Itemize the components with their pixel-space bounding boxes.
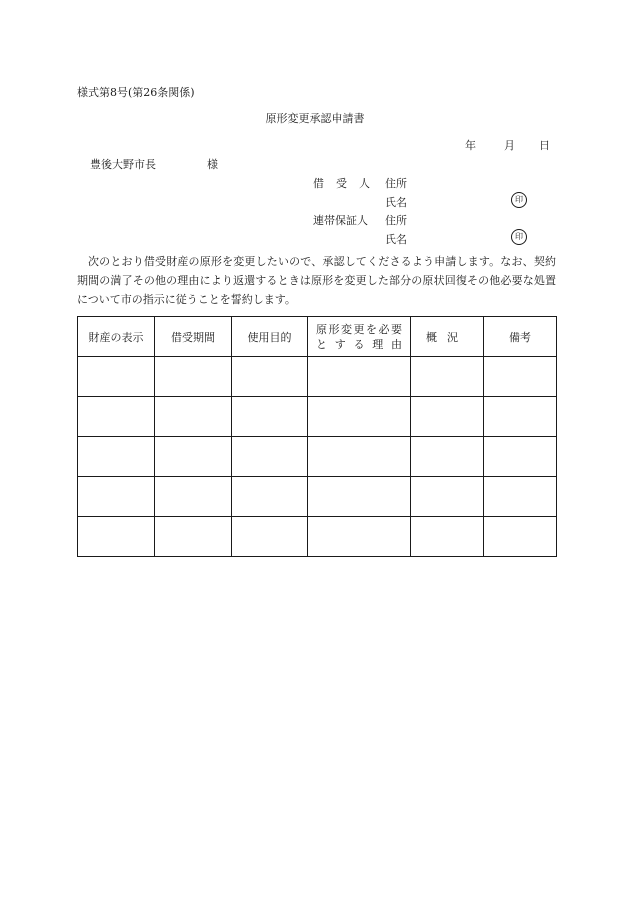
borrower-label-char: 人 [359,177,370,190]
header-reason-text [316,322,402,352]
borrower-name-label: 氏名 [385,196,407,209]
header-purpose: 使用目的 [232,317,308,357]
table-body [78,357,557,557]
date-day-label: 日 [539,139,550,152]
guarantor-address-label: 住所 [385,214,407,227]
header-property: 財産の表示 [78,317,155,357]
cell-reason[interactable] [308,517,411,557]
cell-property[interactable] [78,517,155,557]
cell-purpose[interactable] [232,357,308,397]
cell-status[interactable] [411,357,484,397]
cell-remarks[interactable] [484,477,557,517]
cell-period[interactable] [155,477,232,517]
borrower-address-label: 住所 [385,177,407,190]
addressee-name: 豊後大野市長 [90,158,156,171]
cell-purpose[interactable] [232,437,308,477]
cell-remarks[interactable] [484,517,557,557]
cell-property[interactable] [78,357,155,397]
cell-remarks[interactable] [484,397,557,437]
borrower-label-char: 受 [336,177,347,190]
guarantor-label: 連帯保証人 [313,214,368,227]
cell-period[interactable] [155,517,232,557]
guarantor-name-label: 氏名 [385,233,407,246]
cell-reason[interactable] [308,357,411,397]
cell-property[interactable] [78,477,155,517]
guarantor-seal-icon: 印 [511,229,527,245]
table-row [78,357,557,397]
cell-period[interactable] [155,357,232,397]
header-remarks: 備考 [484,317,557,357]
table-header-row [78,317,557,357]
cell-status[interactable] [411,437,484,477]
header-status [411,317,484,357]
borrower-label-char: 借 [313,177,324,190]
header-reason-line2: とする理由 [316,337,402,351]
cell-purpose[interactable] [232,517,308,557]
cell-reason[interactable] [308,397,411,437]
cell-period[interactable] [155,437,232,477]
table-row [78,397,557,437]
cell-remarks[interactable] [484,357,557,397]
property-table [77,316,557,557]
table-row [78,437,557,477]
addressee-honorific: 様 [207,158,218,171]
date-year-label: 年 [465,139,476,152]
cell-status[interactable] [411,517,484,557]
cell-purpose[interactable] [232,397,308,437]
header-reason-line1: 原形変更を必要 [316,322,402,336]
cell-status[interactable] [411,477,484,517]
header-period: 借受期間 [155,317,232,357]
cell-period[interactable] [155,397,232,437]
document-title: 原形変更承認申請書 [265,112,365,125]
cell-status[interactable] [411,397,484,437]
cell-reason[interactable] [308,437,411,477]
cell-purpose[interactable] [232,477,308,517]
cell-property[interactable] [78,397,155,437]
cell-property[interactable] [78,437,155,477]
header-status-text: 概況 [426,330,468,344]
form-number: 様式第8号(第26条関係) [77,86,195,99]
body-text: 次のとおり借受財産の原形を変更したいので、承認してくださるよう申請します。なお、契約期間の満了その他の理由により返還するときは原形を変更した部分の原状回復その他必要な処置について市の指示に従うことを誓約します。 [77,255,556,306]
borrower-seal-icon: 印 [511,192,527,208]
borrower-label [313,175,370,191]
table-row [78,517,557,557]
header-reason [308,317,411,357]
cell-remarks[interactable] [484,437,557,477]
table-row [78,477,557,517]
cell-reason[interactable] [308,477,411,517]
date-month-label: 月 [504,139,515,152]
